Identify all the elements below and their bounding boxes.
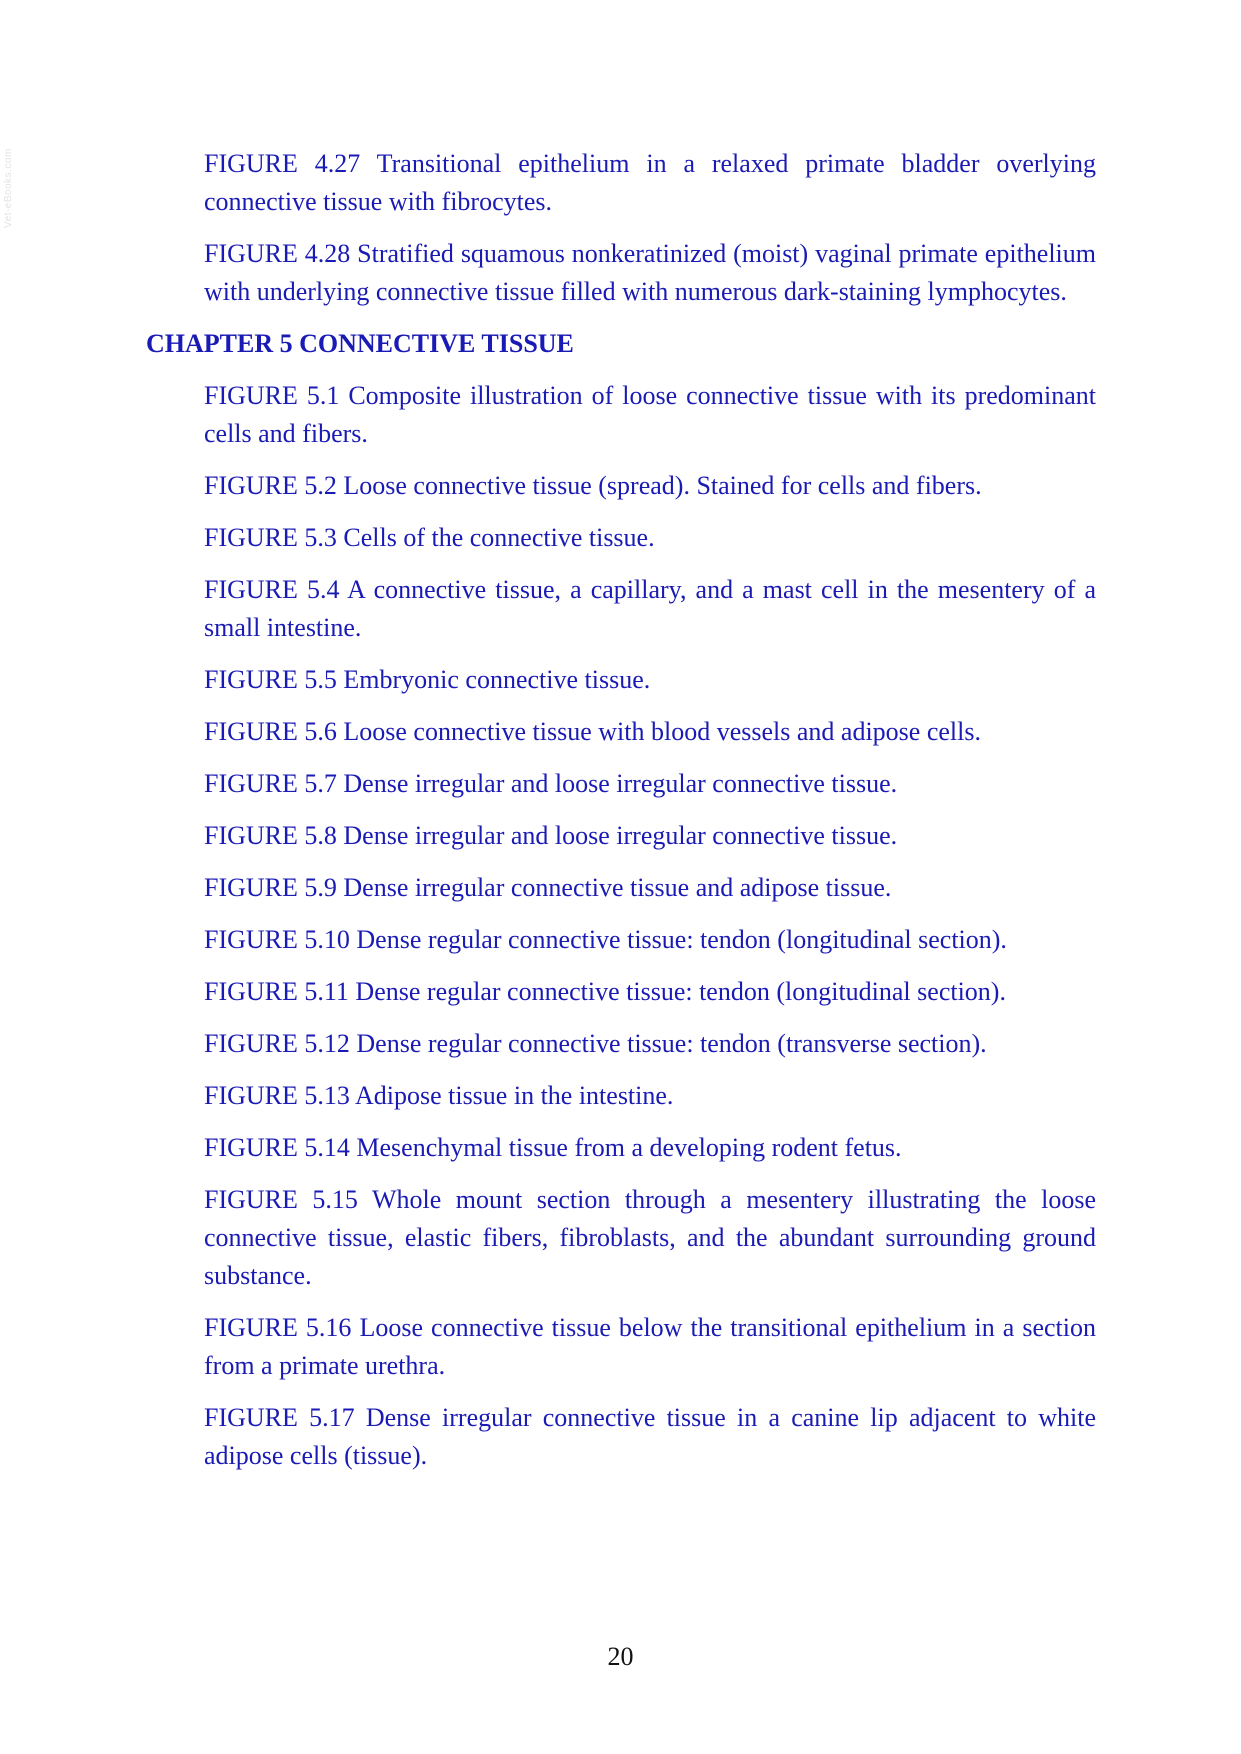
list-item: FIGURE 5.15 Whole mount section through a mesentery illustrating the loose connective tissue, elastic fibers, fibroblasts, and the abundant surrounding ground substance. [204,1185,1096,1290]
chapter-heading: CHAPTER 5 CONNECTIVE TISSUE [146,329,574,358]
list-item: FIGURE 5.14 Mesenchymal tissue from a developing rodent fetus. [204,1133,902,1162]
list-item: FIGURE 5.4 A connective tissue, a capillary, and a mast cell in the mesentery of a small intestine. [204,575,1096,642]
list-item: FIGURE 5.13 Adipose tissue in the intestine. [204,1081,674,1110]
list-item: FIGURE 5.8 Dense irregular and loose irregular connective tissue. [204,821,898,850]
list-item: FIGURE 5.10 Dense regular connective tissue: tendon (longitudinal section). [204,925,1007,954]
list-item: FIGURE 4.28 Stratified squamous nonkeratinized (moist) vaginal primate epithelium with underlying connective tissue filled with numerous dark-staining lymphocytes. [204,239,1096,306]
list-item: FIGURE 5.1 Composite illustration of loose connective tissue with its predominant cells and fibers. [204,381,1096,448]
watermark: Vet-eBooks.com [3,148,14,228]
list-item: FIGURE 5.17 Dense irregular connective tissue in a canine lip adjacent to white adipose cells (tissue). [204,1403,1096,1470]
page-number: 20 [607,1642,634,1671]
list-item: FIGURE 5.7 Dense irregular and loose irregular connective tissue. [204,769,898,798]
list-item: FIGURE 4.27 Transitional epithelium in a relaxed primate bladder overlying connective tissue with fibrocytes. [204,149,1096,216]
list-of-figures [146,145,1096,1489]
list-item: FIGURE 5.5 Embryonic connective tissue. [204,665,651,694]
list-item: FIGURE 5.3 Cells of the connective tissue. [204,523,655,552]
list-item: FIGURE 5.12 Dense regular connective tissue: tendon (transverse section). [204,1029,987,1058]
list-item: FIGURE 5.11 Dense regular connective tissue: tendon (longitudinal section). [204,977,1006,1006]
list-item: FIGURE 5.16 Loose connective tissue below the transitional epithelium in a section from a primate urethra. [204,1313,1096,1380]
list-item: FIGURE 5.2 Loose connective tissue (spread). Stained for cells and fibers. [204,471,982,500]
list-item: FIGURE 5.6 Loose connective tissue with blood vessels and adipose cells. [204,717,981,746]
list-item: FIGURE 5.9 Dense irregular connective tissue and adipose tissue. [204,873,892,902]
